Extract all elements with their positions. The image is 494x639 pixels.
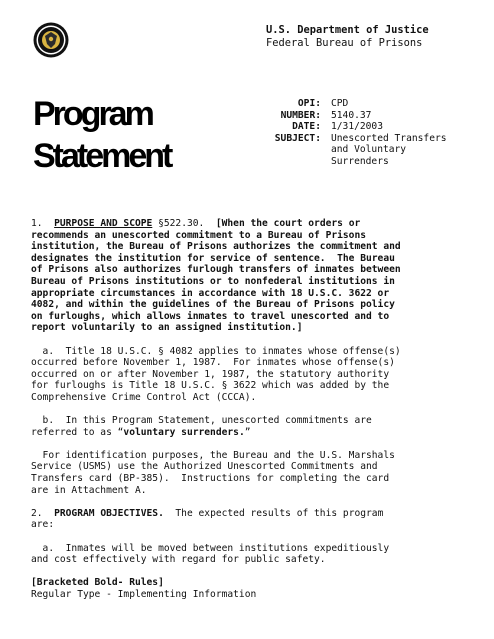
rule-line: report voluntarily to an assigned institution.] [31,322,303,334]
rule-line: 4082, and within the guidelines of the Bureau of Prisons policy [31,299,395,311]
identification-line: For identification purposes, the Bureau and the U.S. Marshals [31,449,395,461]
doj-seal-icon [33,22,69,58]
defined-term: voluntary surrenders. [123,426,245,438]
rule-line: recommends an unescorted commitment to a Bureau of Prisons [31,229,367,241]
title-line-2: Statement [33,137,171,175]
objective-a-line: a. Inmates will be moved between institutions expeditiously [31,542,390,554]
subject-line: Surrenders [331,155,389,167]
paragraph-b-line: b. In this Program Statement, unescorted commitments are [31,415,372,427]
section-citation: §522.30. [152,218,205,229]
date-label: DATE: [292,121,321,133]
paragraph-a-line: a. Title 18 U.S.C. § 4082 applies to inmates whose offense(s) [31,345,401,357]
department-name: U.S. Department of Justice [266,24,429,36]
subject-label: SUBJECT: [274,132,321,144]
opi-value: CPD [331,98,349,109]
section-2-first-line [31,508,477,520]
document-body [31,218,477,601]
rule-line: appropriate circumstances in accordance with 18 U.S.C. 3622 or [31,287,390,299]
paragraph-a-line: for furloughs is Title 18 U.S.C. § 3622 which was added by the [31,380,390,392]
section-text: The expected results of this program [163,507,384,519]
rule-line: institution, the Bureau of Prisons authorizes the commitment and [31,241,401,253]
number-value: 5140.37 [331,109,372,121]
paragraph-b-text: referred to as “ [31,426,124,438]
number-label: NUMBER: [280,109,321,121]
identification-line: Service (USMS) use the Authorized Unescorted Commitments and [31,461,378,473]
rule-line: on furloughs, which allows inmates to travel unescorted and to [31,310,390,322]
section-2-line: are: [31,519,55,531]
legend-rules: [Bracketed Bold- Rules] [31,577,164,589]
document-title [33,93,170,177]
section-number: 2. [31,507,55,519]
rule-line: Bureau of Prisons institutions or to nonfederal institutions in [31,275,395,287]
rule-line: designates the institution for service of sentence. The Bureau [31,252,395,264]
legend-implementing: Regular Type - Implementing Information [31,589,257,600]
paragraph-b-line [31,427,477,439]
rule-line: of Prisons also authorizes furlough transfers of inmates between [31,264,401,276]
paragraph-a-line: Comprehensive Crime Control Act (CCCA). [31,391,257,403]
paragraph-a-line: occurred on or after November 1, 1987, the statutory authority [31,368,390,380]
opi-label: OPI: [297,98,321,109]
objective-a-line: and cost effectively with regard for public safety. [31,554,326,566]
identification-line: Transfers card (BP-385). Instructions for completing the card [31,473,390,485]
title-line-1: Program [33,95,152,133]
subject-line: and Voluntary [331,144,407,156]
bureau-name: Federal Bureau of Prisons [266,37,423,49]
section-heading: PURPOSE AND SCOPE [54,218,153,229]
date-value: 1/31/2003 [331,121,383,133]
paragraph-a-line: occurred before November 1, 1987. For inmates whose offense(s) [31,357,395,369]
rule-text: [When the court orders or [204,218,361,229]
meta-labels [266,98,321,144]
meta-values [331,98,447,168]
section-heading: PROGRAM OBJECTIVES. [54,507,164,519]
section-1-first-line [31,218,477,230]
identification-line: are in Attachment A. [31,484,147,496]
section-number: 1. [31,218,55,229]
closing-quote: ” [244,426,251,438]
agency-header [266,24,429,50]
subject-line: Unescorted Transfers [331,132,447,144]
